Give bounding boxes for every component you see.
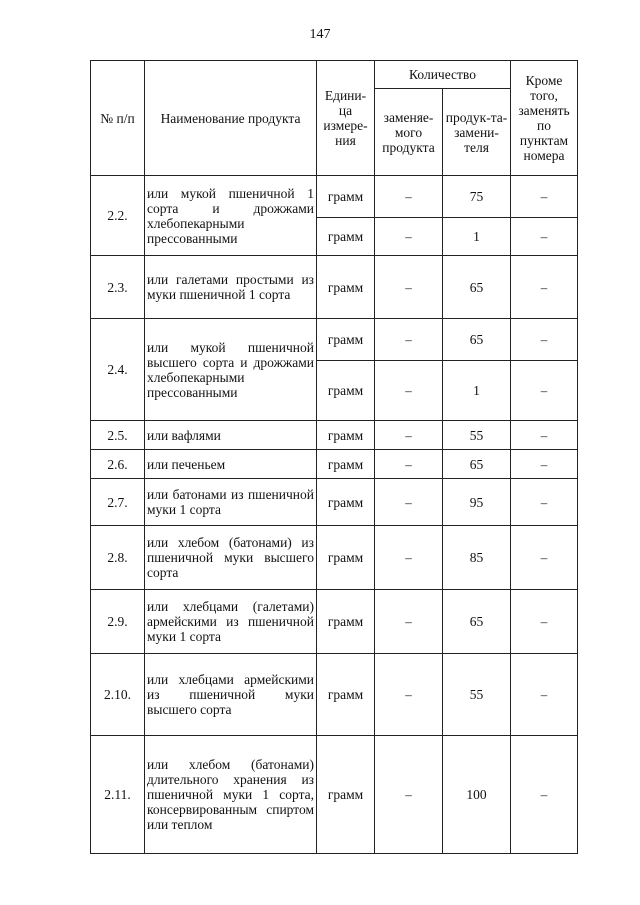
replaced-cell: –: [375, 450, 443, 479]
product-name: или мукой пшеничной высшего сорта и дрожжами хлебопекарными прессованными: [145, 319, 317, 421]
extra-cell: –: [511, 526, 578, 590]
product-name: или мукой пшеничной 1 сорта и дрожжами хлебопекарными прессованными: [145, 176, 317, 256]
replaced-cell: –: [375, 590, 443, 654]
table-row: [91, 590, 578, 654]
unit-cell: грамм: [317, 654, 375, 736]
unit-cell: грамм: [317, 526, 375, 590]
unit-cell: грамм: [317, 479, 375, 526]
row-num: 2.3.: [91, 256, 145, 319]
unit-cell: грамм: [317, 218, 375, 256]
unit-cell: грамм: [317, 176, 375, 218]
product-name: или батонами из пшеничной муки 1 сорта: [145, 479, 317, 526]
extra-cell: –: [511, 479, 578, 526]
substitute-cell: 85: [443, 526, 511, 590]
substitute-cell: 65: [443, 256, 511, 319]
row-num: 2.8.: [91, 526, 145, 590]
extra-cell: –: [511, 736, 578, 854]
product-name: или хлебом (батонами) длительного хранения из пшеничной муки 1 сорта, консервированным спиртом или теплом: [145, 736, 317, 854]
header-substitute: продук-та-замени-теля: [443, 89, 511, 176]
page-number: 147: [309, 27, 331, 42]
header-num: № п/п: [91, 61, 145, 176]
product-name: или печеньем: [145, 450, 317, 479]
product-substitution-table: [90, 60, 578, 854]
row-num: 2.10.: [91, 654, 145, 736]
extra-cell: –: [511, 319, 578, 361]
header-quantity: Количество: [375, 61, 511, 89]
header-name: Наименование продукта: [145, 61, 317, 176]
extra-cell: –: [511, 450, 578, 479]
table-row: [91, 479, 578, 526]
table-row: [91, 176, 578, 218]
extra-cell: –: [511, 421, 578, 450]
product-name: или хлебом (батонами) из пшеничной муки высшего сорта: [145, 526, 317, 590]
product-name: или хлебцами армейскими из пшеничной муки высшего сорта: [145, 654, 317, 736]
header-replaced: заменяе-мого продукта: [375, 89, 443, 176]
extra-cell: –: [511, 654, 578, 736]
unit-cell: грамм: [317, 361, 375, 421]
row-num: 2.5.: [91, 421, 145, 450]
replaced-cell: –: [375, 526, 443, 590]
extra-cell: –: [511, 218, 578, 256]
table-row: [91, 256, 578, 319]
product-name: или вафлями: [145, 421, 317, 450]
unit-cell: грамм: [317, 256, 375, 319]
extra-cell: –: [511, 361, 578, 421]
extra-cell: –: [511, 176, 578, 218]
row-num: 2.9.: [91, 590, 145, 654]
substitute-cell: 65: [443, 319, 511, 361]
substitute-cell: 95: [443, 479, 511, 526]
table-row: [91, 526, 578, 590]
table-row: [91, 421, 578, 450]
replaced-cell: –: [375, 176, 443, 218]
substitute-cell: 65: [443, 590, 511, 654]
replaced-cell: –: [375, 421, 443, 450]
replaced-cell: –: [375, 736, 443, 854]
unit-cell: грамм: [317, 590, 375, 654]
table-row: [91, 736, 578, 854]
replaced-cell: –: [375, 479, 443, 526]
table-row: [91, 319, 578, 361]
row-num: 2.4.: [91, 319, 145, 421]
substitute-cell: 75: [443, 176, 511, 218]
extra-cell: –: [511, 256, 578, 319]
replaced-cell: –: [375, 218, 443, 256]
header-extra: Кроме того, заменять по пунктам номера: [511, 61, 578, 176]
unit-cell: грамм: [317, 736, 375, 854]
replaced-cell: –: [375, 361, 443, 421]
substitute-cell: 1: [443, 361, 511, 421]
substitute-cell: 65: [443, 450, 511, 479]
product-name: или галетами простыми из муки пшеничной 1 сорта: [145, 256, 317, 319]
extra-cell: –: [511, 590, 578, 654]
substitute-cell: 1: [443, 218, 511, 256]
table-row: [91, 654, 578, 736]
substitute-cell: 100: [443, 736, 511, 854]
unit-cell: грамм: [317, 319, 375, 361]
replaced-cell: –: [375, 319, 443, 361]
table-row: [91, 450, 578, 479]
replaced-cell: –: [375, 256, 443, 319]
row-num: 2.2.: [91, 176, 145, 256]
unit-cell: грамм: [317, 421, 375, 450]
header-unit: Едини-ца измере-ния: [317, 61, 375, 176]
row-num: 2.7.: [91, 479, 145, 526]
substitute-cell: 55: [443, 421, 511, 450]
product-name: или хлебцами (галетами) армейскими из пшеничной муки 1 сорта: [145, 590, 317, 654]
unit-cell: грамм: [317, 450, 375, 479]
row-num: 2.11.: [91, 736, 145, 854]
replaced-cell: –: [375, 654, 443, 736]
row-num: 2.6.: [91, 450, 145, 479]
substitute-cell: 55: [443, 654, 511, 736]
